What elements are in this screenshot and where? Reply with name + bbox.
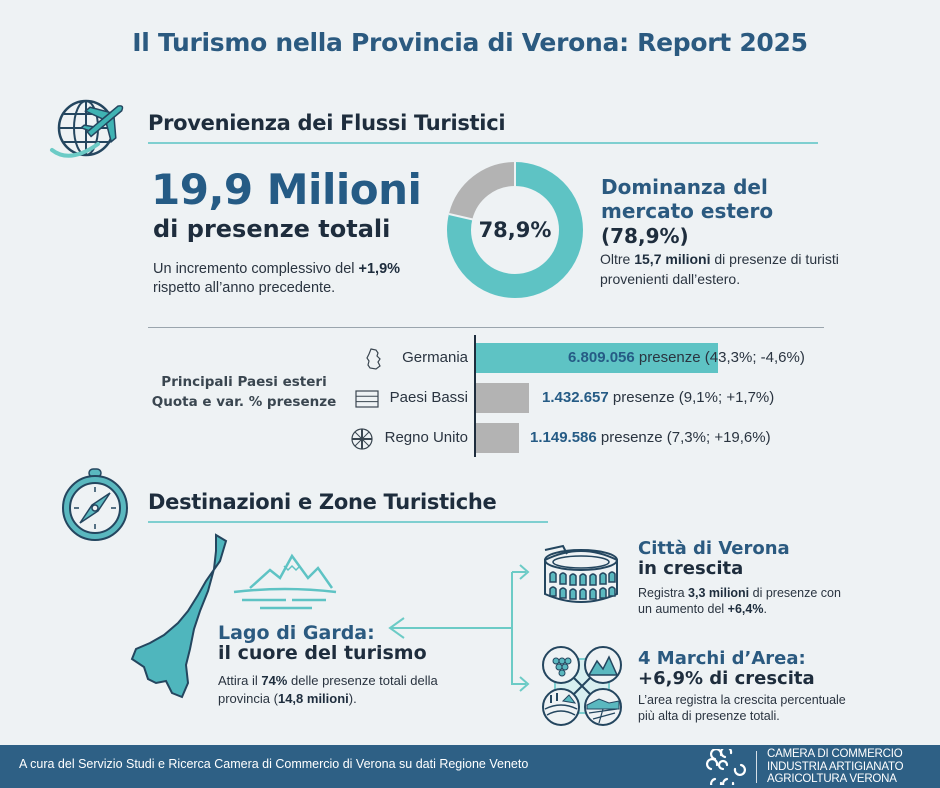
globe-plane-icon — [46, 92, 136, 164]
country-row-paesi-bassi — [340, 381, 840, 415]
netherlands-flag-icon — [355, 387, 379, 411]
marchi-title: 4 Marchi d’Area: — [638, 648, 806, 669]
chamber-of-commerce-logo-icon — [705, 749, 747, 785]
total-presences-desc: Un incremento complessivo del +1,9% rispetto all’anno precedente. — [153, 261, 401, 296]
total-presences-value: 19,9 Milioni — [151, 165, 422, 214]
country-name: Regno Unito — [384, 429, 468, 446]
country-name: Germania — [402, 349, 468, 366]
donut-center-label: 78,9% — [478, 218, 552, 242]
section-divider — [148, 142, 818, 144]
section-divider — [148, 521, 548, 523]
compass-icon — [60, 467, 130, 543]
arena-colosseum-icon — [541, 538, 621, 608]
footer-org-name: CAMERA DI COMMERCIO INDUSTRIA ARTIGIANATO AGRICOLTURA VERONA — [767, 748, 904, 785]
four-area-brands-icon — [541, 645, 623, 727]
marchi-subtitle: +6,9% di crescita — [638, 668, 815, 689]
verona-subtitle: in crescita — [638, 558, 744, 579]
bar-paesi-bassi — [476, 383, 529, 413]
dominance-desc: Oltre 15,7 milioni di presenze di turisti provenienti dall’estero. — [600, 251, 839, 287]
garda-title: Lago di Garda: — [218, 622, 375, 644]
country-name: Paesi Bassi — [389, 389, 468, 406]
uk-flag-icon — [350, 427, 374, 451]
garda-subtitle: il cuore del turismo — [218, 642, 427, 664]
page-title: Il Turismo nella Provincia di Verona: Report 2025 — [132, 28, 808, 57]
garda-desc: Attira il 74% delle presenze totali della provincia (14,8 milioni). — [218, 673, 438, 706]
dominance-pct: (78,9%) — [601, 224, 689, 248]
countries-chart-label: Principali Paesi esteri Quota e var. % presenze — [151, 374, 337, 410]
footer — [0, 745, 940, 788]
country-row-regno-unito — [340, 421, 840, 455]
divider — [148, 327, 824, 328]
bar-label: 6.809.056 presenze (43,3%; -4,6%) — [568, 349, 805, 366]
verona-desc: Registra 3,3 milioni di presenze con un aumento del +6,4%. — [638, 586, 841, 616]
bar-label: 1.432.657 presenze (9,1%; +1,7%) — [542, 389, 775, 406]
flow-connector-arrows — [380, 560, 540, 700]
section-title-destinazioni: Destinazioni e Zone Turistiche — [148, 490, 497, 514]
marchi-desc: L’area registra la crescita percentuale più alta di presenze totali. — [638, 693, 846, 723]
germany-map-icon — [362, 347, 386, 371]
lake-garda-map-icon — [128, 533, 228, 703]
total-presences-label: di presenze totali — [153, 215, 391, 243]
verona-title: Città di Verona — [638, 538, 790, 559]
mountains-water-icon — [230, 548, 340, 618]
dominance-title: Dominanza del mercato estero — [601, 175, 774, 223]
bar-regno-unito — [476, 423, 519, 453]
section-title-flussi: Provenienza dei Flussi Turistici — [148, 111, 506, 135]
country-row-germania — [340, 341, 840, 375]
footer-credit: A cura del Servizio Studi e Ricerca Camera di Commercio di Verona su dati Regione Veneto — [19, 757, 529, 771]
footer-separator — [756, 751, 757, 783]
bar-label: 1.149.586 presenze (7,3%; +19,6%) — [530, 429, 771, 446]
